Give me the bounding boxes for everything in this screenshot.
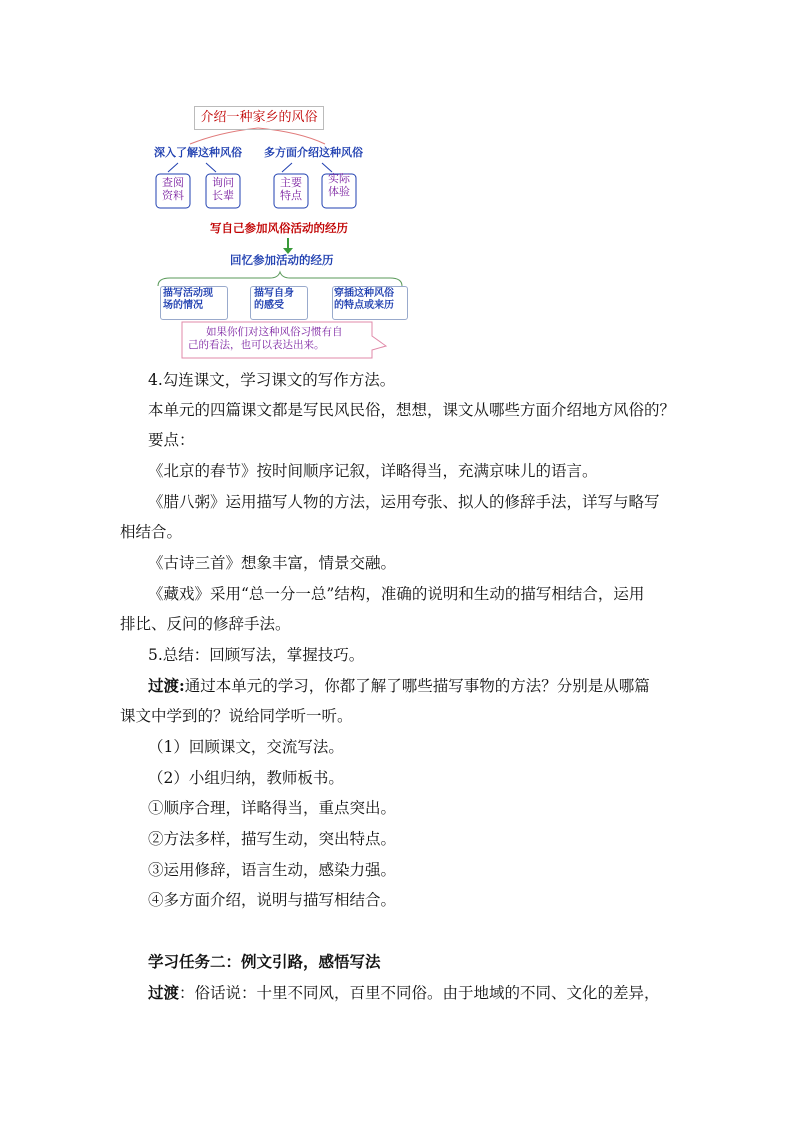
summary-item-2: ②方法多样，描写生动，突出特点。: [148, 830, 397, 848]
paragraph-tibetan-opera: 《藏戏》采用“总一分一总”结构，准确的说明和生动的描写相结合，运用: [148, 585, 645, 603]
detail-box-1-text: 描写活动现 场的情况: [163, 288, 213, 311]
paragraph-transition-1-cont: 课文中学到的？说给同学听一听。: [120, 707, 353, 725]
paragraph-group-summary: （2）小组归纳，教师板书。: [148, 769, 344, 787]
paragraph-key-points: 要点：: [148, 431, 195, 449]
cylinder-4: 实际 体验: [328, 172, 350, 199]
paragraph-step4: 4.勾连课文，学习课文的写作方法。: [148, 371, 396, 389]
paragraph-transition-1: 过渡:通过本单元的学习，你都了解了哪些描写事物的方法？分别是从哪篇: [148, 676, 650, 695]
cylinder-3: 主要 特点: [280, 176, 302, 203]
paragraph-beijing-spring: 《北京的春节》按时间顺序记叙，详略得当，充满京味儿的语言。: [148, 462, 598, 480]
task-two-heading: 学习任务二：例文引路，感悟写法: [148, 952, 381, 971]
custom-writing-diagram: [150, 100, 410, 365]
transition-label-2: 过渡: [148, 983, 180, 1002]
detail-box-3-text: 穿插这种风俗 的特点或来历: [334, 288, 394, 311]
cylinder-1: 查阅 资料: [162, 176, 184, 203]
paragraph-three-poems: 《古诗三首》想象丰富，情景交融。: [148, 554, 397, 572]
summary-item-1: ①顺序合理，详略得当，重点突出。: [148, 799, 397, 817]
paragraph-laba-porridge: 《腊八粥》运用描写人物的方法，运用夸张、拟人的修辞手法，详写与略写: [148, 493, 660, 511]
paragraph-step5: 5.总结：回顾写法，掌握技巧。: [148, 646, 365, 664]
detail-box-2-text: 描写自身 的感受: [254, 288, 294, 311]
branch-left-label: 深入了解这种风俗: [154, 146, 242, 159]
paragraph-review: （1）回顾课文，交流写法。: [148, 738, 344, 756]
branch-right-label: 多方面介绍这种风俗: [264, 146, 363, 159]
diagram-title: 介绍一种家乡的风俗: [194, 106, 324, 130]
write-experience-label: 写自己参加风俗活动的经历: [210, 221, 348, 235]
recall-label: 回忆参加活动的经历: [230, 253, 334, 267]
note-bubble-text: 如果你们对这种风俗习惯有自 己的看法，也可以表达出来。: [188, 326, 343, 351]
transition-label: 过渡:: [148, 676, 185, 695]
summary-item-4: ④多方面介绍，说明与描写相结合。: [148, 891, 397, 909]
cylinder-2: 询问 长辈: [212, 176, 234, 203]
paragraph-transition-2: 过渡：俗话说：十里不同风，百里不同俗。由于地域的不同、文化的差异，: [148, 983, 660, 1002]
paragraph-laba-porridge-cont: 相结合。: [120, 523, 183, 541]
paragraph-question: 本单元的四篇课文都是写民风民俗，想想，课文从哪些方面介绍地方风俗的？: [148, 401, 676, 419]
paragraph-tibetan-opera-cont: 排比、反问的修辞手法。: [120, 615, 291, 633]
summary-item-3: ③运用修辞，语言生动，感染力强。: [148, 861, 397, 879]
